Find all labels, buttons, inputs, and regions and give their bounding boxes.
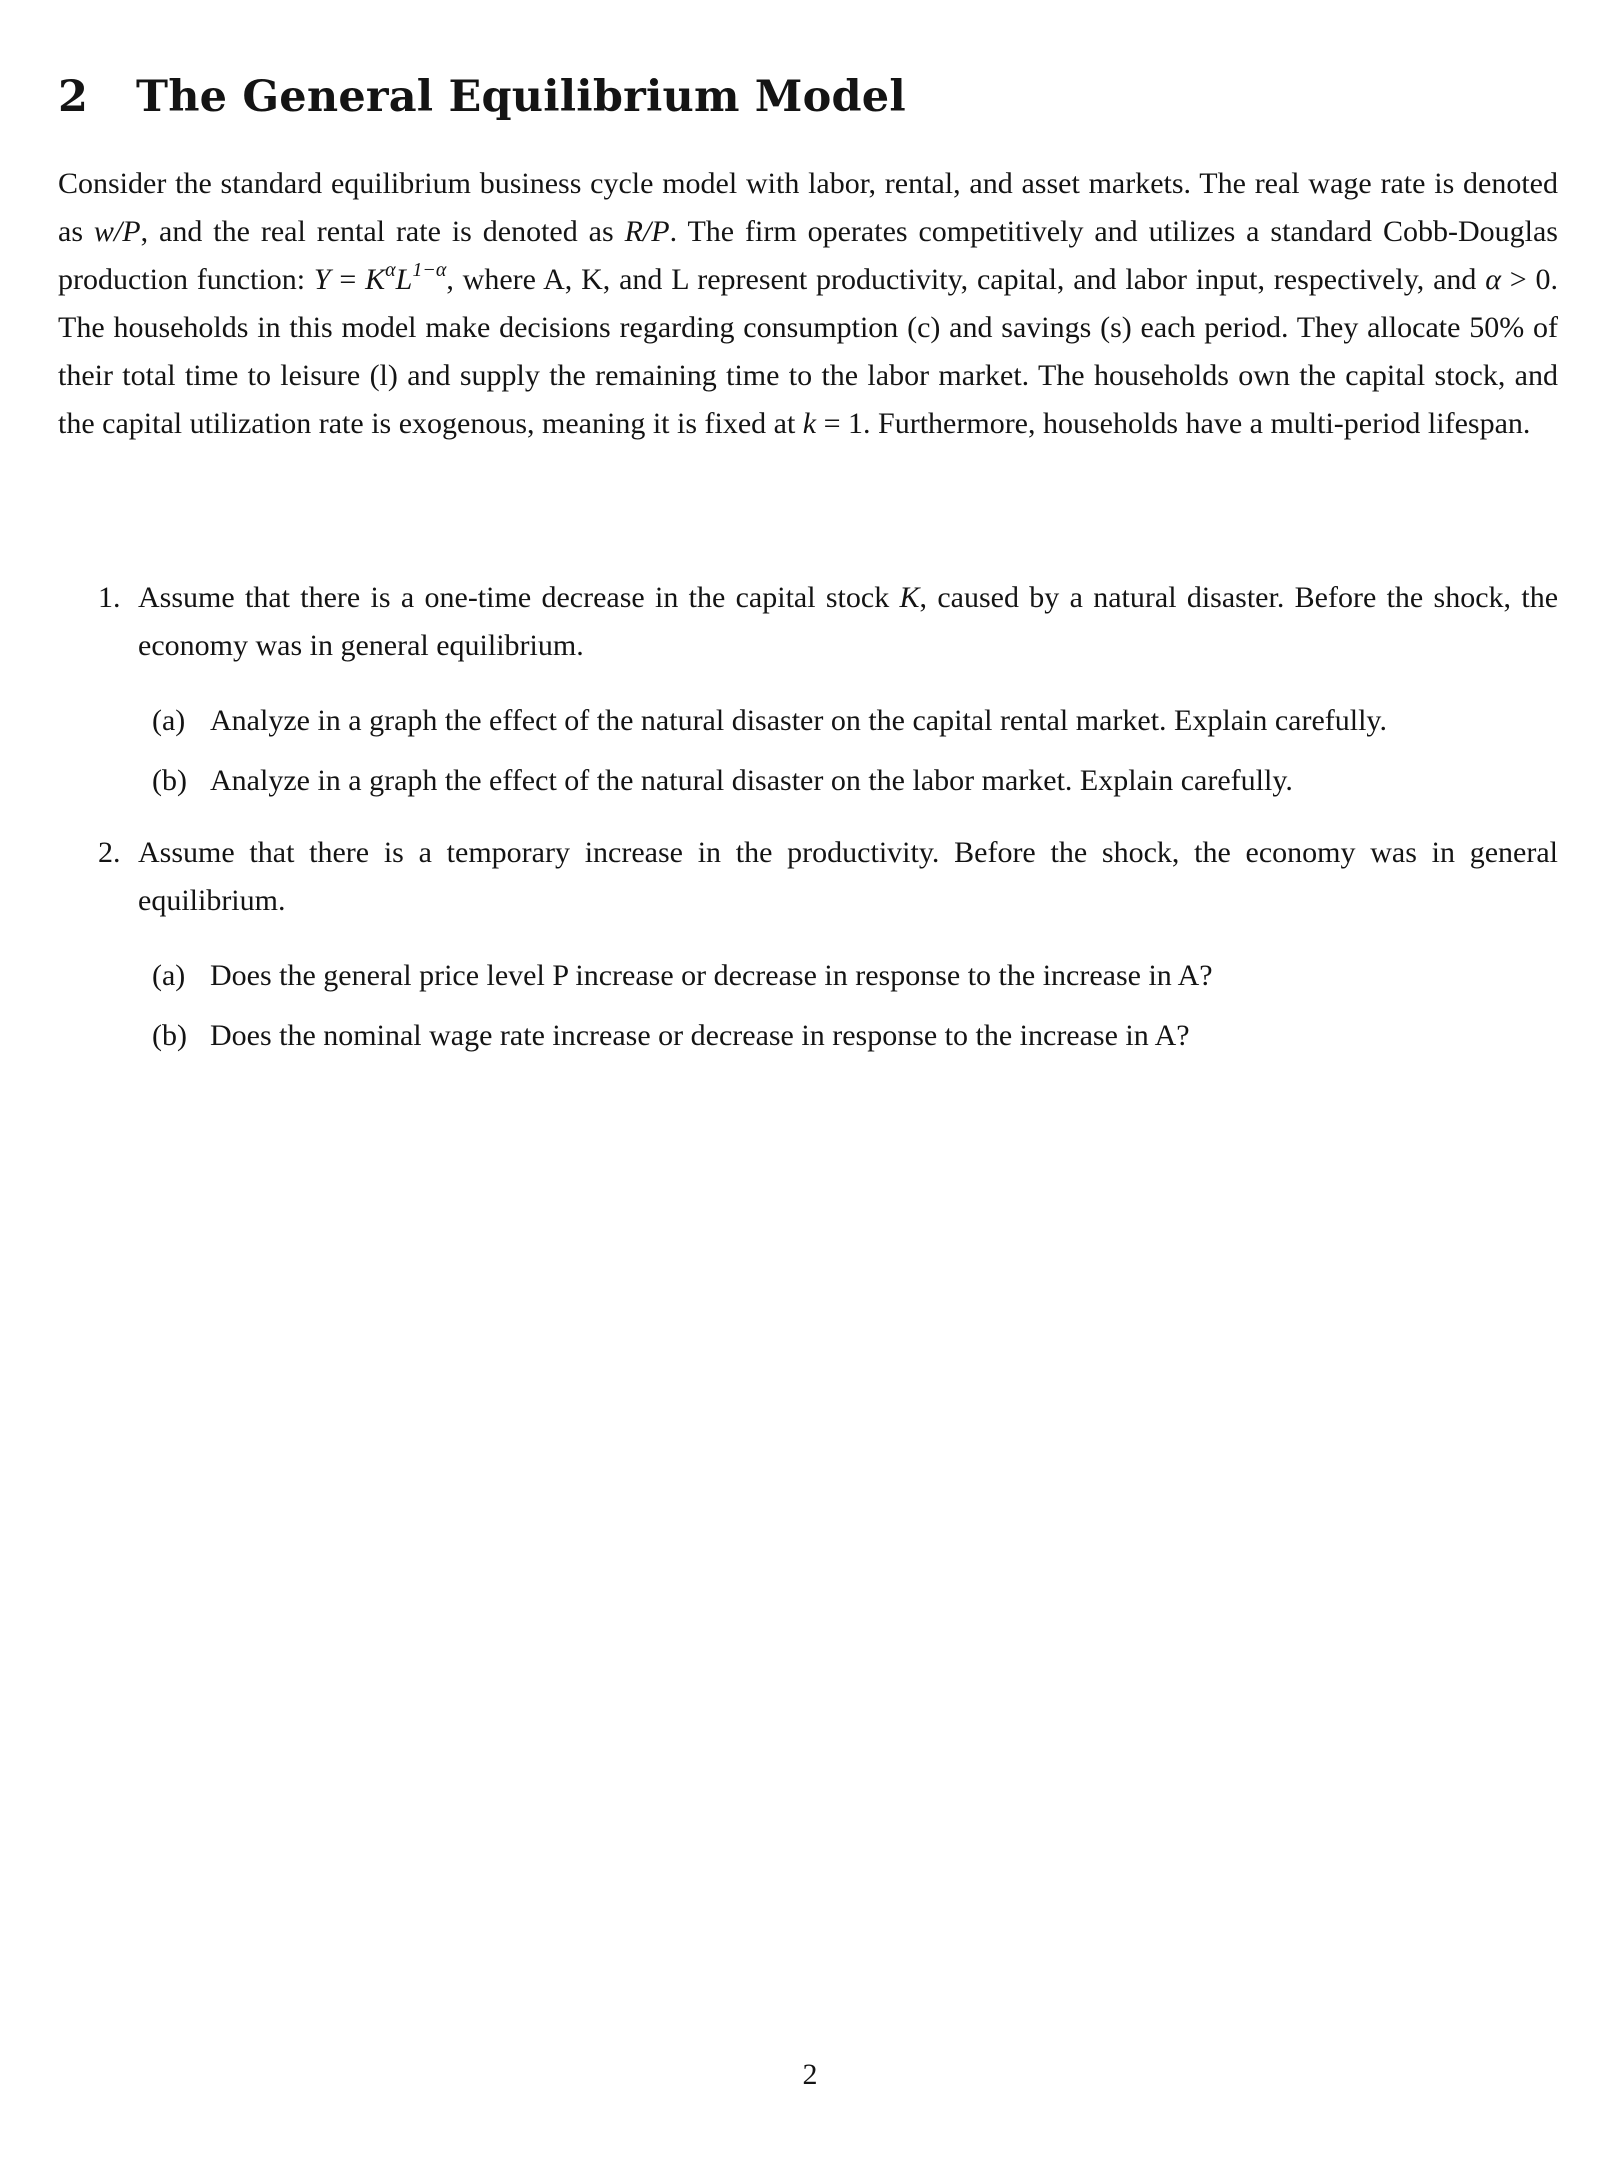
question-text: Assume that there is a temporary increase in the productivity. Before the shock, the economy was in general equilibrium. [138, 836, 1558, 917]
utilization-symbol: k [802, 407, 817, 440]
intro-text: = 1. Furthermore, households have a multi-period lifespan. [816, 407, 1531, 440]
intro-text: , and the real rental rate is denoted as [140, 215, 625, 248]
question-2a [152, 952, 1558, 1000]
subquestion-label: (a) [152, 959, 186, 992]
question-1b [152, 757, 1558, 805]
subquestion-text: Analyze in a graph the effect of the natural disaster on the labor market. Explain carefully. [210, 764, 1293, 797]
question-number: 1. [98, 581, 121, 614]
intro-text: Consider the standard equilibrium business cycle model with labor, rental, and asset markets. The real wage rate is denoted as [58, 167, 1558, 248]
subquestion-label: (b) [152, 764, 187, 797]
page-number: 2 [802, 2058, 818, 2091]
alpha-symbol: α [1485, 263, 1501, 296]
section-heading [58, 72, 906, 122]
labor-exponent: 1−α [412, 259, 447, 281]
question-number: 2. [98, 836, 121, 869]
real-rental-symbol: R/P [624, 215, 670, 248]
question-text [138, 574, 1558, 670]
subquestion-text: Does the nominal wage rate increase or decrease in response to the increase in A? [210, 1019, 1190, 1052]
intro-text: > 0. The households in this model make decisions regarding consumption (c) and savings (s) each period. They allocate 50% of their total time to leisure (l) and supply the remaining time to the labor market. The households own the capital stock, and the capital utilization rate is exogenous, meaning it is fixed at [58, 263, 1559, 440]
intro-text: , where A, K, and L represent productivity, capital, and labor input, respectively, and [446, 263, 1486, 296]
real-wage-symbol: w/P [93, 215, 141, 248]
subquestion-label: (b) [152, 1019, 187, 1052]
question-text-part: , caused by a natural disaster. Before the shock, the economy was in general equilibrium. [138, 581, 1559, 662]
subquestion-text: Analyze in a graph the effect of the natural disaster on the capital rental market. Explain carefully. [210, 704, 1387, 737]
output-symbol: Y [313, 263, 331, 296]
subquestion-label: (a) [152, 704, 186, 737]
intro-paragraph [58, 160, 1558, 448]
question-2 [98, 829, 1558, 925]
subquestion-text: Does the general price level P increase or decrease in response to the increase in A? [210, 959, 1213, 992]
question-2b [152, 1012, 1558, 1060]
alpha-exponent: α [385, 259, 396, 281]
equals-sign: = [330, 263, 366, 296]
question-1a [152, 697, 1558, 745]
question-text-part: Assume that there is a one-time decrease in the capital stock [138, 581, 900, 614]
section-number: 2 [58, 72, 89, 122]
labor-symbol: L [395, 263, 413, 296]
capital-symbol: K [365, 263, 386, 296]
section-title: The General Equilibrium Model [136, 72, 906, 122]
question-1 [98, 574, 1558, 670]
intro-text: . The firm operates competitively and utilizes a standard Cobb-Douglas production function: [58, 215, 1558, 296]
capital-stock-symbol: K [899, 581, 920, 614]
